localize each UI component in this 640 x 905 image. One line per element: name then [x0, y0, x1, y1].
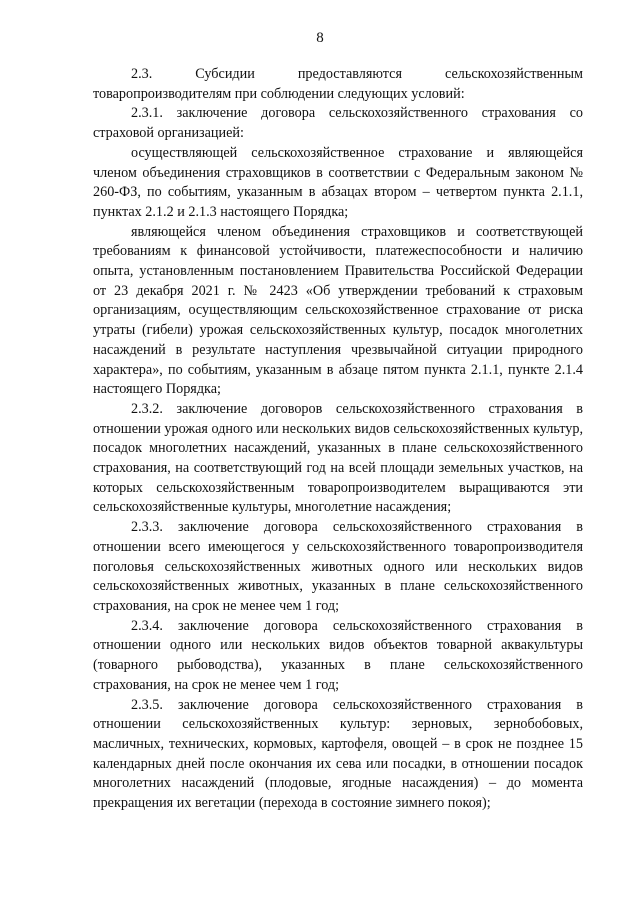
paragraph-2-3-5: 2.3.5. заключение договора сельскохозяйственного страхования в отношении сельскохозяйственных культур: зерновых, зернобобовых, масличных, технических, кормовых, картофеля, овощей – в срок не позднее 15 календарных дней после окончания их сева или посадки, в отношении посадок многолетних насаждений (плодовые, ягодные насаждения) – до момента прекращения их вегетации (перехода в состояние зимнего покоя); — [93, 696, 583, 812]
document-body — [93, 65, 583, 814]
paragraph-2-3-1: 2.3.1. заключение договора сельскохозяйственного страхования со страховой организацией: — [93, 105, 583, 142]
paragraph-2-3-1-insurer-requirements: являющейся членом объединения страховщиков и соответствующей требованиям к финансовой устойчивости, платежеспособности и наличию опыта, установленным постановлением Правительства Российской Федерации от 23 декабря 2021 г. № 2423 «Об утверждении требований к страховым организациям, осуществляющим сельскохозяйственное страхование от риска утраты (гибели) урожая сельскохозяйственных культур, посадок многолетних насаждений в результате наступления чрезвычайной ситуации природного характера», по событиям, указанным в абзаце пятом пункта 2.1.1, пункте 2.1.4 настоящего Порядка; — [93, 223, 583, 398]
paragraph-2-3-3: 2.3.3. заключение договора сельскохозяйственного страхования в отношении всего имеющегося у сельскохозяйственного товаропроизводителя поголовья сельскохозяйственных животных одного или нескольких видов сельскохозяйственных животных, указанных в плане сельскохозяйственного страхования, на срок не менее чем 1 год; — [93, 519, 583, 614]
page-number: 8 — [316, 30, 324, 46]
paragraph-2-3-1-insurer-member: осуществляющей сельскохозяйственное страхование и являющейся членом объединения страховщиков в соответствии с Федеральным законом № 260-ФЗ, по событиям, указанным в абзацах втором – четвертом пункта 2.1.1, пунктах 2.1.2 и 2.1.3 настоящего Порядка; — [93, 144, 583, 220]
paragraph-2-3: 2.3. Субсидии предоставляются сельскохозяйственным товаропроизводителям при соблюдении следующих условий: — [93, 66, 583, 102]
paragraph-2-3-4: 2.3.4. заключение договора сельскохозяйственного страхования в отношении одного или нескольких видов объектов товарной аквакультуры (товарного рыбоводства), указанных в плане сельскохозяйственного страхования, на срок не менее чем 1 год; — [93, 617, 583, 693]
paragraph-2-3-2: 2.3.2. заключение договоров сельскохозяйственного страхования в отношении урожая одного или нескольких видов сельскохозяйственных культур, посадок многолетних насаждений, указанных в плане сельскохозяйственного страхования, на соответствующий год на всей площади земельных участков, на которых сельскохозяйственным товаропроизводителем выращиваются эти сельскохозяйственные культуры, многолетние насаждения; — [93, 400, 583, 516]
